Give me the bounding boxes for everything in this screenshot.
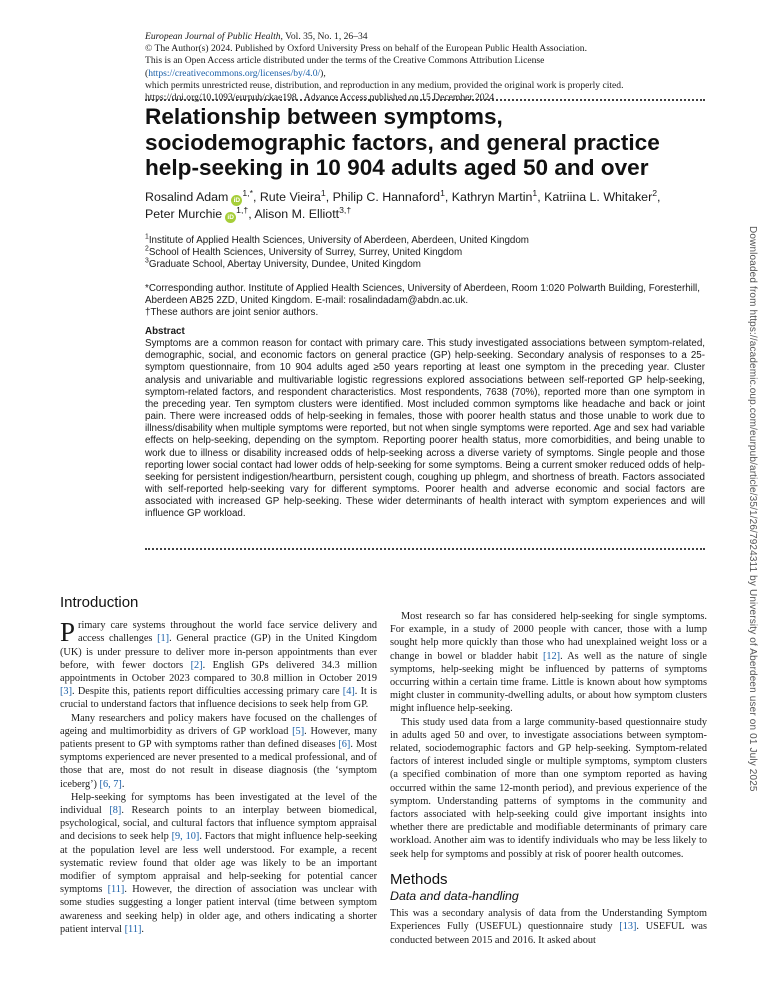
citation-ref[interactable]: [2]: [190, 659, 203, 671]
affiliation: $^2$School of Health Sciences, University of Surrey, Surrey, United Kingdom: [145, 245, 463, 259]
citation-ref[interactable]: [1]: [157, 633, 170, 645]
author-name[interactable]: , Rute Vieira: [252, 190, 321, 204]
paragraph: This study used data from a large community-based questionnaire study in adults aged 50 and over, to investigate associations between symptom-related, sociodemographic factors and GP help-seeking. Symptom-related factors of interest included single or multiple symptoms, symptom clusters (a specified combination of more than one symptom reported as having occurred within the same 12-month period), and previous experience of the symptom. Understanding patterns of symptoms in the community and factors associated with help-seeking could give important insights into whether there are predictable and modifiable determinants of primary care workload. Another aim was to identify individuals who may be less likely to seek help for symptoms and possibly at risk of poorer health outcomes.: [390, 716, 707, 860]
citation-ref[interactable]: [4]: [342, 686, 355, 698]
paragraph: Many researchers and policy makers have focused on the challenges of ageing and multimorbidity as drivers of GP workload [5]. However, many patients present to GP with symptoms rather than defined diseases [6]. Most symptoms experienced are never presented to a medical professional, and of those that are, most do not result in disease diagnosis (the ‘symptom iceberg’) [6, 7].: [60, 712, 378, 790]
affiliation: $^3$Graduate School, Abertay University, Dundee, United Kingdom: [145, 258, 421, 271]
author-list: Rosalind Adam $iD^{1,*}$, Rute Vieira$^1$, Philip C. Hannaford$^1$, Kathryn Martin$^1$, Katriina L. Whitaker$^2$, Peter Murchie $iD^{1,\dagger}$, Alison M. Elliott$^{3,\dagger}$: [145, 187, 661, 221]
orcid-icon[interactable]: iD: [225, 212, 236, 223]
affiliation: $^1$Institute of Applied Health Sciences, University of Aberdeen, Aberdeen, United Kingdom: [145, 233, 529, 246]
right-column: [390, 610, 707, 947]
author-name[interactable]: , Kathryn Martin: [444, 190, 533, 204]
citation-ref[interactable]: [3]: [60, 686, 73, 698]
author-name[interactable]: Rosalind Adam: [145, 190, 229, 204]
author-name[interactable]: , Katriina L. Whitaker: [537, 190, 653, 204]
author-name[interactable]: , Philip C. Hannaford: [325, 190, 441, 204]
drop-cap: P: [60, 617, 76, 648]
doi-line: https://doi.org/10.1093/eurpub/ckae198 Advance Access published on 15 December 2024: [145, 92, 495, 104]
journal-header: [145, 31, 705, 104]
abstract-text: Symptoms are a common reason for contact with primary care. This study investigated associations between symptom-related, demographic, social, and economic factors on general practice (GP) help-seeking. Secondary analysis of responses to a 25-symptom questionnaire, from 10 904 adults aged ≥50 years reporting at least one symptom in the preceding year. Cluster analysis and univariable and multivariable logistic regressions explored associations between self-reported GP help-seeking, symptom-related factors, and respondent characteristics. Most respondents, 7638 (70%), reported more than one symptom in the preceding year. Ten symptom clusters were identified. Most included common symptoms like headache and back or joint pain. There were increased odds of help-seeking in females, those with poorer health status and those unable to work due to illness/disability when multiple symptoms were reported, but not when single symptoms were reported. Age and sex had variable effects on help-seeking, depending on the symptom. Reporting poorer health status, more comorbidities, and being unable to work due to illness or disability increased odds of help-seeking across a diverse variety of symptoms. Single people and those reporting lower social contact had lower odds of help-seeking for some symptoms. Being a current smoker reduced odds of help-seeking for persistent indigestion/heartburn, persistent cough, coughing up phlegm, and shortness of breath. Factors associated with self-reported help-seeking vary for different symptoms. Poorer health and adverse economic and social factors are associated with increased GP help-seeking. These wider determinants of health interact with symptom experiences and will influence GP workload.: [145, 338, 705, 520]
download-sidebar: [748, 226, 768, 986]
article-title: Relationship between symptoms, sociodemographic factors, and general practice help-seeking in 10 904 adults aged 50 and over: [145, 104, 660, 180]
citation-ref[interactable]: [5]: [292, 725, 305, 737]
license-line-2: which permits unrestricted reuse, distribution, and reproduction in any medium, provided the original work is properly cited.: [145, 79, 624, 91]
paragraph: This was a secondary analysis of data from the Understanding Symptom Experiences Fully (USEFUL) questionnaire study [13]. USEFUL was conducted between 2015 and 2016. It asked about: [390, 908, 707, 946]
author-name[interactable]: , Alison M. Elliott: [248, 207, 340, 221]
subsection-heading: Data and data-handling: [390, 889, 519, 904]
citation-ref[interactable]: [8]: [109, 805, 122, 817]
paragraph: Primary care systems throughout the world face service delivery and access challenges [1]. General practice (GP) in the United Kingdom (UK) is under pressure to deliver more in-person appointments than ever before, with fewer doctors [2]. English GPs delivered 34.3 million appointments in October 2023 compared to 30.8 million in October 2019 [3]. Despite this, patients report difficulties accessing primary care [4]. It is crucial to understand factors that influence decisions to seek help from GP.: [60, 617, 378, 711]
abstract-heading: Abstract: [145, 326, 185, 337]
citation-ref[interactable]: [12]: [542, 650, 561, 662]
citation-ref[interactable]: [9, 10]: [171, 831, 200, 843]
author-name[interactable]: Peter Murchie: [145, 207, 223, 221]
joint-authors-note: †These authors are joint senior authors.: [145, 307, 319, 319]
correspondence: [145, 283, 705, 320]
citation-ref[interactable]: [13]: [619, 921, 637, 933]
paragraph: Help-seeking for symptoms has been investigated at the level of the individual [8]. Research points to an interplay between biomedical, psychological, social, and cultural factors that influence symptom appraisal and decisions to seek help [9, 10]. Factors that might influence help-seeking at the population level are less well understood. For example, a recent systematic review found that older age was likely to be an important modifier of symptom appraisal and help-seeking for potential cancer symptoms [11]. However, the direction of association was unclear with some studies suggesting a longer patient interval (time between symptom awareness and seeking help) in older age, and others indicating a shorter patient interval [11].: [60, 791, 378, 935]
citation-line: European Journal of Public Health, Vol. 35, No. 1, 26–34: [145, 31, 368, 42]
download-notice: Downloaded from https://academic.oup.com/eurpub/article/35/1/26/7924311 by University of Aberdeen user on 01 July 2025: [747, 226, 758, 792]
introduction-heading: Introduction: [60, 594, 139, 611]
citation-ref[interactable]: [11]: [107, 884, 125, 896]
citation-ref[interactable]: [11]: [124, 923, 142, 935]
citation-ref[interactable]: [6, 7]: [99, 778, 122, 790]
top-divider: [145, 99, 705, 101]
doi-link[interactable]: https://doi.org/10.1093/eurpub/ckae198: [145, 92, 297, 104]
left-column: [60, 596, 377, 936]
citation-ref[interactable]: [6]: [338, 739, 351, 751]
copyright-line: © The Author(s) 2024. Published by Oxford University Press on behalf of the European Public Health Association.: [145, 43, 587, 55]
paragraph: Most research so far has considered help-seeking for single symptoms. For example, in a study of 2000 people with cancer, those with a lump sought help more quickly than those who had unexplained weight loss or a change in bowel or bladder habit [12]. As well as the nature of single symptoms, help-seeking might be influenced by patterns of symptoms occurring within a certain time frame. Little is known about how symptoms might cluster in community-dwelling adults, or about how symptom clusters might influence help-seeking.: [390, 611, 707, 715]
methods-heading: Methods: [390, 870, 448, 888]
license-link[interactable]: https://creativecommons.org/licenses/by/4.0/: [148, 67, 321, 79]
license-line: This is an Open Access article distributed under the terms of the Creative Commons Attribution License (https://creativecommons.org/licenses/by/4.0/),: [145, 55, 545, 79]
bottom-divider: [145, 548, 705, 550]
orcid-icon[interactable]: iD: [231, 195, 242, 206]
abstract: [145, 326, 705, 521]
corresponding-author: *Corresponding author. Institute of Applied Health Sciences, University of Aberdeen, Room 1:020 Polwarth Building, Foresterhill, Aberdeen AB25 2ZD, United Kingdom. E-mail: rosalindadam@abdn.ac.uk.: [145, 283, 700, 307]
affiliations: [145, 235, 705, 272]
